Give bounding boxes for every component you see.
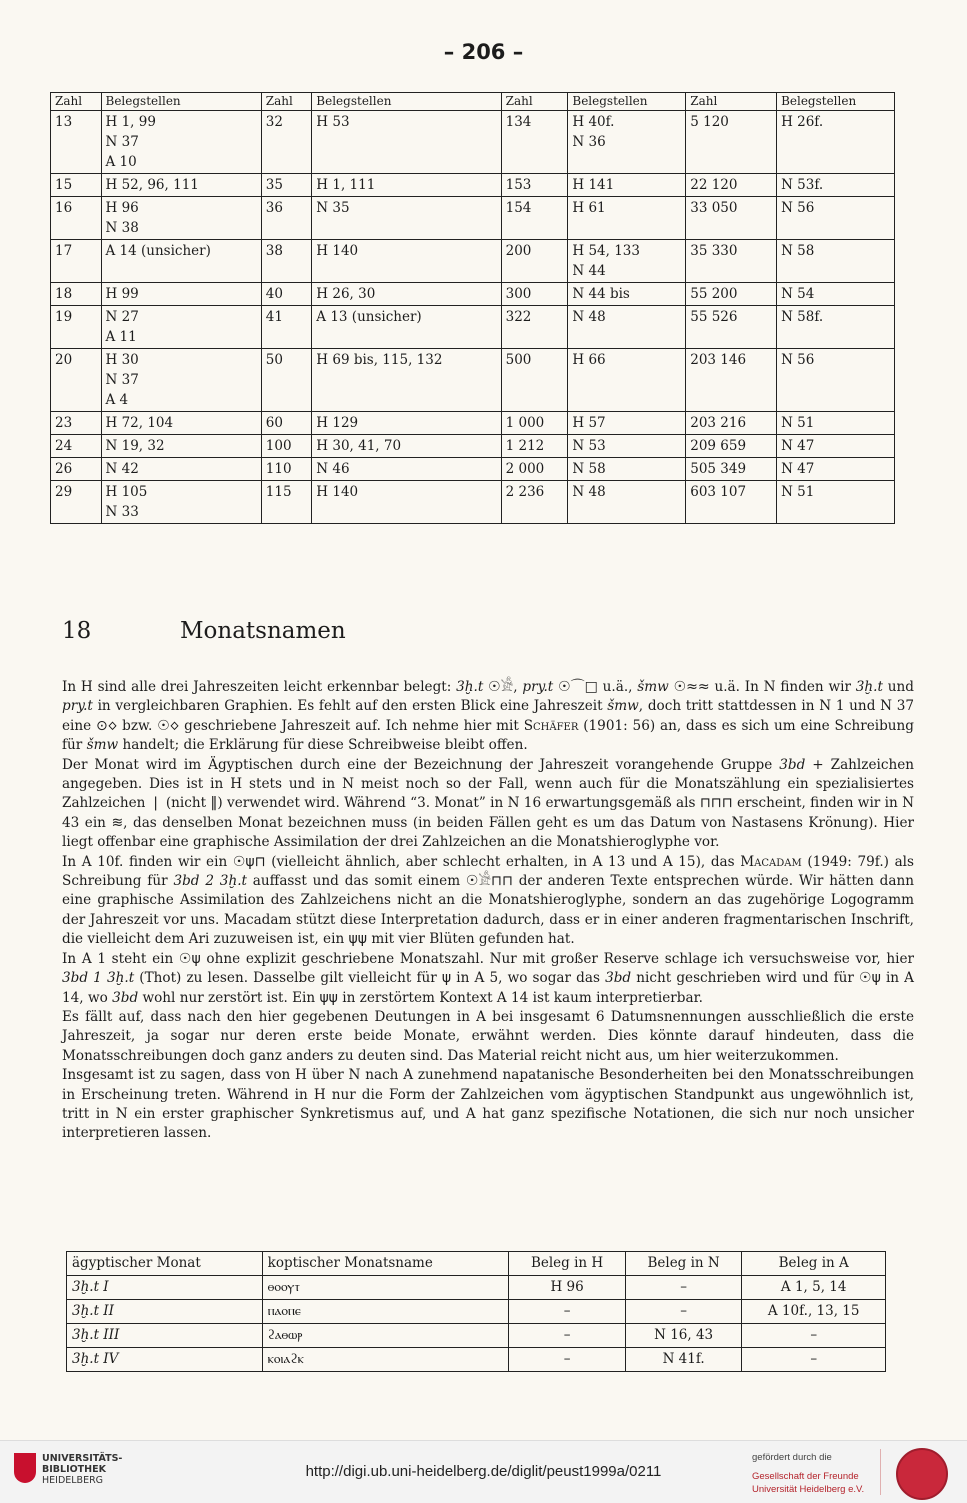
references-cell: H 140 — [312, 240, 501, 283]
table-cell: 3ḫ.t III — [67, 1324, 263, 1348]
a1-glyph-icon: ☉ψ — [178, 950, 201, 967]
number-cell: 1 212 — [501, 435, 568, 458]
university-seal-icon[interactable] — [896, 1448, 948, 1500]
number-cell: 35 330 — [686, 240, 777, 283]
footer-divider — [880, 1449, 881, 1495]
references-cell: N 27 A 11 — [101, 306, 261, 349]
table-cell: 3ḫ.t II — [67, 1300, 263, 1324]
references-cell: N 47 — [777, 435, 895, 458]
references-cell: A 14 (unsicher) — [101, 240, 261, 283]
number-cell: 603 107 — [686, 481, 777, 524]
number-cell: 33 050 — [686, 197, 777, 240]
references-cell: N 58 — [777, 240, 895, 283]
number-cell: 15 — [51, 174, 102, 197]
table-cell: N 41f. — [625, 1348, 742, 1372]
section-heading — [62, 618, 346, 644]
months-table — [66, 1251, 886, 1372]
references-cell: N 42 — [101, 458, 261, 481]
table-cell: – — [625, 1300, 742, 1324]
references-cell: A 13 (unsicher) — [312, 306, 501, 349]
table-cell: ⲑⲟⲟⲩⲧ — [262, 1276, 509, 1300]
references-cell: H 1, 99 N 37 A 10 — [101, 111, 261, 174]
table-cell: – — [742, 1324, 886, 1348]
paragraph: In A 1 steht ein ☉ψ ohne explizit geschriebene Monatszahl. Nur mit großer Reserve schlage ich versuchsweise vor, hier 3bd 1 3ḫ.t (Thot) zu lesen. Dasselbe gilt vielleicht für ψ in A 5, wo sogar das 3bd nicht geschrieben wird und für ☉ψ in A 14, wo 3bd wohl nur zerstört ist. Ein ψψ in zerstörtem Kontext A 14 ist kaum interpretierbar. — [62, 950, 914, 1008]
column-header: Belegstellen — [777, 93, 895, 111]
table-row — [51, 481, 895, 524]
references-cell: N 47 — [777, 458, 895, 481]
table-cell: – — [742, 1348, 886, 1372]
column-header: Beleg in N — [625, 1252, 742, 1276]
number-cell: 13 — [51, 111, 102, 174]
table-row — [51, 458, 895, 481]
table-row — [51, 435, 895, 458]
references-cell: H 72, 104 — [101, 412, 261, 435]
references-cell: H 57 — [568, 412, 686, 435]
column-header: Zahl — [51, 93, 102, 111]
number-cell: 17 — [51, 240, 102, 283]
number-cell: 153 — [501, 174, 568, 197]
table-row — [51, 349, 895, 412]
table-row — [67, 1324, 886, 1348]
references-cell: H 40f. N 36 — [568, 111, 686, 174]
sponsor-text: gefördert durch die Gesellschaft der Freunde Universität Heidelberg e.V. — [752, 1452, 865, 1495]
number-cell: 22 120 — [686, 174, 777, 197]
number-cell: 20 — [51, 349, 102, 412]
table-row — [51, 283, 895, 306]
column-header: Beleg in A — [742, 1252, 886, 1276]
paragraph: In A 10f. finden wir ein ☉ψ⊓ (vielleicht ähnlich, aber schlecht erhalten, in A 13 und A 15), das Macadam (1949: 79f.) als Schreibung für 3bd 2 3ḫ.t auffasst und das somit einem ☉𓀀⊓⊓ der anderen Texte entsprechen würde. Wir hätten dann eine graphische Assimilation des Zahlzeichens nicht an die Monatshieroglyphe, sondern an das zugehörige Logogramm der Jahreszeit vor uns. Macadam stützt diese Interpretation dadurch, dass er in einer anderen fragmentarischen Inschrift, die vielleicht dem Ari zuzuweisen ist, ein ψψ mit vier Blüten gefunden hat. — [62, 853, 914, 950]
references-cell: N 53 — [568, 435, 686, 458]
section-title: Monatsnamen — [180, 618, 346, 644]
references-cell: N 44 bis — [568, 283, 686, 306]
page-number: – 206 – — [443, 40, 524, 64]
references-cell: N 19, 32 — [101, 435, 261, 458]
body-text — [62, 678, 914, 1144]
numerals-table — [50, 92, 895, 524]
number-cell: 19 — [51, 306, 102, 349]
number-cell: 23 — [51, 412, 102, 435]
column-header: Beleg in H — [509, 1252, 626, 1276]
number-cell: 300 — [501, 283, 568, 306]
references-cell: H 61 — [568, 197, 686, 240]
references-cell: H 129 — [312, 412, 501, 435]
table-cell: – — [509, 1348, 626, 1372]
references-cell: N 53f. — [777, 174, 895, 197]
number-cell: 40 — [261, 283, 312, 306]
references-cell: H 99 — [101, 283, 261, 306]
table-row — [67, 1348, 886, 1372]
permalink-url[interactable]: http://digi.ub.uni-heidelberg.de/diglit/peust1999a/0211 — [305, 1463, 662, 1480]
number-cell: 36 — [261, 197, 312, 240]
table-cell: 3ḫ.t IV — [67, 1348, 263, 1372]
column-header: Zahl — [501, 93, 568, 111]
number-cell: 203 146 — [686, 349, 777, 412]
references-cell: H 140 — [312, 481, 501, 524]
column-header: koptischer Monatsname — [262, 1252, 509, 1276]
table-row — [51, 412, 895, 435]
table-cell: ⲡⲁⲟⲡⲉ — [262, 1300, 509, 1324]
akht-glyph-icon: ☉𓀀 — [488, 679, 514, 695]
equivalent-glyph-icon: ☉𓀀⊓⊓ — [465, 873, 513, 890]
references-cell: N 54 — [777, 283, 895, 306]
number-cell: 32 — [261, 111, 312, 174]
number-cell: 29 — [51, 481, 102, 524]
number-cell: 38 — [261, 240, 312, 283]
table-row — [67, 1276, 886, 1300]
references-cell: H 54, 133 N 44 — [568, 240, 686, 283]
number-cell: 115 — [261, 481, 312, 524]
table-row — [51, 306, 895, 349]
references-cell: H 30, 41, 70 — [312, 435, 501, 458]
number-cell: 100 — [261, 435, 312, 458]
a14-glyph-icon: ☉ψ — [859, 970, 881, 987]
references-cell: H 53 — [312, 111, 501, 174]
table-row — [51, 197, 895, 240]
pryt-glyph-icon: ☉⌒□ — [558, 679, 598, 695]
table-row — [67, 1300, 886, 1324]
smw-n37-glyph-icon: ☉🝔 — [157, 717, 180, 734]
third-month-variant-glyph-icon: ≋ — [111, 814, 124, 831]
number-cell: 50 — [261, 349, 312, 412]
number-cell: 505 349 — [686, 458, 777, 481]
paragraph: In H sind alle drei Jahreszeiten leicht erkennbar belegt: 3ḫ.t ☉𓀀, pry.t ☉⌒□ u.ä., šmw ☉≈≈ u.ä. In N finden wir 3ḫ.t und pry.t in vergleichbaren Graphien. Es fehlt auf den ersten Blick eine Jahreszeit šmw, doch tritt stattdessen in N 1 und N 37 eine ⊙🝔 bzw. ☉🝔 geschriebene Jahreszeit auf. Ich nehme hier mit Schäfer (1901: 56) an, dass es sich um eine Schreibung für šmw handelt; die Erklärung für diese Schreibweise bleibt offen. — [62, 679, 915, 754]
references-cell: N 56 — [777, 197, 895, 240]
references-cell: N 51 — [777, 412, 895, 435]
table-row — [51, 111, 895, 174]
paragraph: Der Monat wird im Ägyptischen durch eine der Bezeichnung der Jahreszeit vorangehende Gruppe 3bd + Zahlzeichen angegeben. Dies ist in H stets und in N meist noch so der Fall, wenn auch für die Monatszählung ein spezialisiertes Zahlzeichen ❘ (nicht ‖) verwendet wird. Während “3. Monat” in N 16 erwartungsgemäß als ⊓⊓⊓ erscheint, finden wir in N 43 ein ≋, das denselben Monat bezeichnen muss (in beiden Fällen geht es um das Datum von Nastasens Krönung). Hier liegt offenbar eine graphische Assimilation der drei Zahlzeichen an die Monatshieroglyphe vor. — [62, 756, 914, 851]
number-cell: 1 000 — [501, 412, 568, 435]
a14-context-glyph-icon: ψψ — [319, 989, 338, 1006]
table-row — [51, 240, 895, 283]
table-row — [51, 174, 895, 197]
number-cell: 154 — [501, 197, 568, 240]
smw-n1-glyph-icon: ⊙🝔 — [96, 717, 118, 734]
table-cell: ϩⲁⲑⲱⲣ — [262, 1324, 509, 1348]
number-cell: 26 — [51, 458, 102, 481]
column-header: Belegstellen — [312, 93, 501, 111]
references-cell: H 105 N 33 — [101, 481, 261, 524]
references-cell: N 35 — [312, 197, 501, 240]
number-cell: 209 659 — [686, 435, 777, 458]
table-cell: – — [509, 1300, 626, 1324]
references-cell: N 48 — [568, 481, 686, 524]
table-cell: ⲕⲟⲓⲁϩⲕ — [262, 1348, 509, 1372]
paragraph: Es fällt auf, dass nach den hier gegebenen Deutungen in A bei insgesamt 6 Datumsnennungen ausschließlich die erste Jahreszeit, ja sogar nur deren erste beide Monate, erwähnt werden. Dies könnte darauf hindeuten, dass die Monatsschreibungen doch ganz anders zu deuten sind. Das Material reicht nicht aus, um hier weiterzukommen. — [62, 1008, 914, 1064]
number-cell: 35 — [261, 174, 312, 197]
references-cell: N 46 — [312, 458, 501, 481]
references-cell: H 26, 30 — [312, 283, 501, 306]
references-cell: H 96 N 38 — [101, 197, 261, 240]
number-cell: 24 — [51, 435, 102, 458]
column-header: Belegstellen — [568, 93, 686, 111]
references-cell: H 141 — [568, 174, 686, 197]
footer-bar — [0, 1440, 967, 1503]
table-cell: – — [509, 1324, 626, 1348]
number-cell: 60 — [261, 412, 312, 435]
references-cell: H 52, 96, 111 — [101, 174, 261, 197]
one-numeral-glyph-icon: ‖ — [210, 795, 218, 812]
number-cell: 134 — [501, 111, 568, 174]
references-cell: N 51 — [777, 481, 895, 524]
number-cell: 55 200 — [686, 283, 777, 306]
references-cell: N 56 — [777, 349, 895, 412]
section-number: 18 — [62, 618, 92, 644]
table-cell: H 96 — [509, 1276, 626, 1300]
number-cell: 55 526 — [686, 306, 777, 349]
number-cell: 41 — [261, 306, 312, 349]
number-cell: 203 216 — [686, 412, 777, 435]
number-cell: 2 236 — [501, 481, 568, 524]
references-cell: N 58f. — [777, 306, 895, 349]
number-cell: 18 — [51, 283, 102, 306]
references-cell: H 30 N 37 A 4 — [101, 349, 261, 412]
a10-glyph-icon: ☉ψ⊓ — [232, 853, 266, 870]
column-header: ägyptischer Monat — [67, 1252, 263, 1276]
four-flowers-glyph-icon: ψψ — [348, 931, 368, 948]
number-cell: 110 — [261, 458, 312, 481]
table-cell: 3ḫ.t I — [67, 1276, 263, 1300]
references-cell: H 66 — [568, 349, 686, 412]
number-cell: 16 — [51, 197, 102, 240]
references-cell: H 1, 111 — [312, 174, 501, 197]
table-cell: A 10f., 13, 15 — [742, 1300, 886, 1324]
table-cell: N 16, 43 — [625, 1324, 742, 1348]
references-cell: N 58 — [568, 458, 686, 481]
month-numeral-glyph-icon: ❘ — [149, 795, 162, 812]
number-cell: 2 000 — [501, 458, 568, 481]
number-cell: 322 — [501, 306, 568, 349]
column-header: Zahl — [686, 93, 777, 111]
table-cell: A 1, 5, 14 — [742, 1276, 886, 1300]
smw-glyph-icon: ☉≈≈ — [673, 679, 710, 695]
table-cell: – — [625, 1276, 742, 1300]
number-cell: 200 — [501, 240, 568, 283]
number-cell: 5 120 — [686, 111, 777, 174]
library-logo[interactable]: UNIVERSITÄTS- BIBLIOTHEK HEIDELBERG — [14, 1453, 122, 1486]
column-header: Belegstellen — [101, 93, 261, 111]
third-month-glyph-icon: ⊓⊓⊓ — [699, 795, 733, 812]
a5-glyph-icon: ψ — [441, 970, 452, 987]
references-cell: H 26f. — [777, 111, 895, 174]
paragraph: Insgesamt ist zu sagen, dass von H über N nach A zunehmend napatanische Besonderheiten bei den Monatsschreibungen in Erscheinung treten. Während in H nur die Form der Zahlzeichen vom ägyptischen Standpunkt aus ungewöhnlich ist, tritt in N ein erster graphischer Synkretismus auf, und A hat ganz spezifische Notationen, die sich nur noch unsicher interpretieren lassen. — [62, 1067, 914, 1142]
number-cell: 500 — [501, 349, 568, 412]
references-cell: H 69 bis, 115, 132 — [312, 349, 501, 412]
column-header: Zahl — [261, 93, 312, 111]
references-cell: N 48 — [568, 306, 686, 349]
